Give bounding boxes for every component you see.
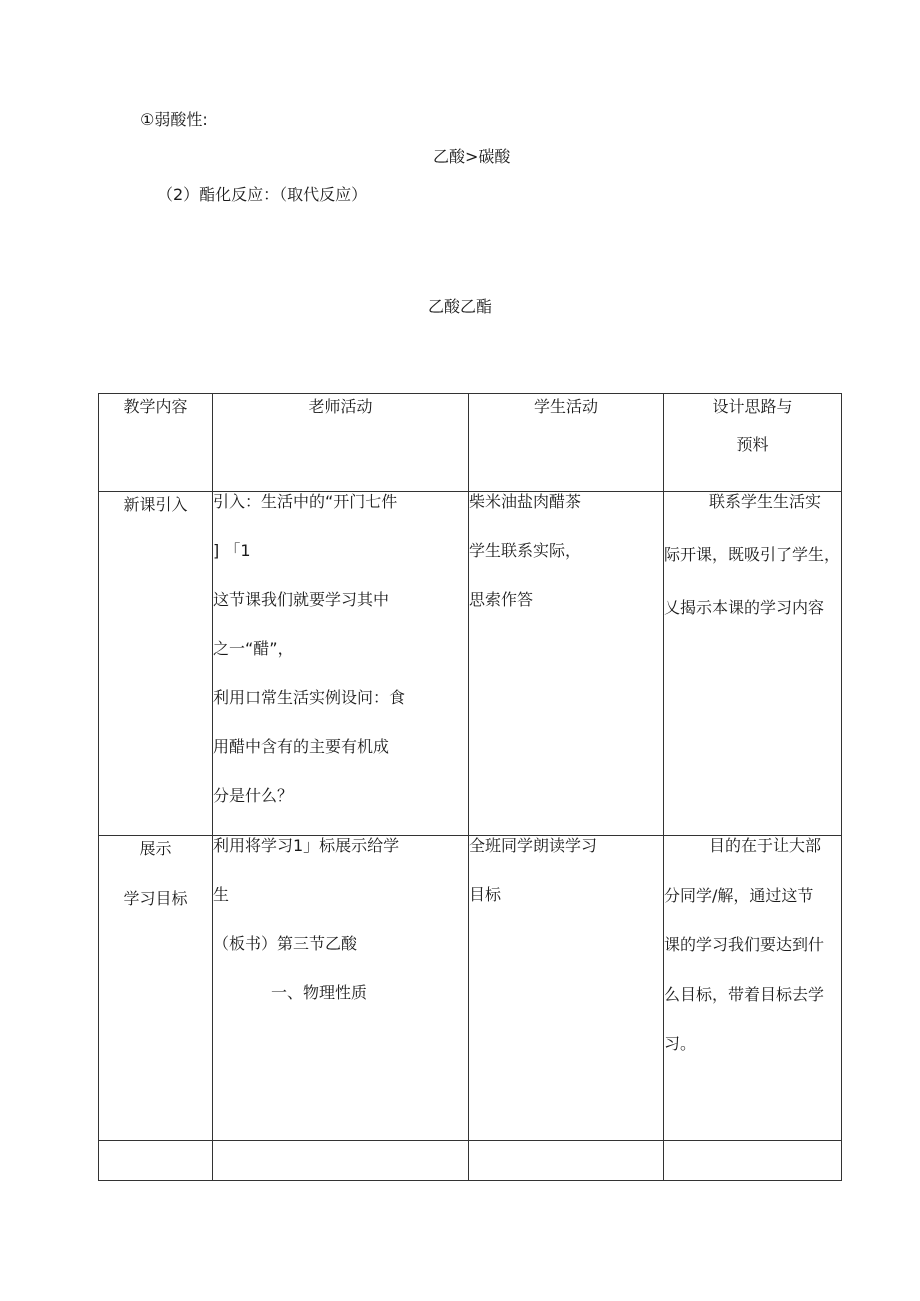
table-row [99,836,842,1141]
section-title: 乙酸乙酯 [427,297,492,316]
esterification-heading: （2）酯化反应：（取代反应） [157,185,368,204]
row1-teacher-line: 利用口常生活实例设问：食 [213,688,406,707]
row2-student-line: 全班同学朗读学习 [469,836,598,855]
weak-acidity-heading: ①弱酸性: [140,110,208,129]
header-design-line1: 设计思路与 [712,397,793,416]
row1-student-cell [469,492,664,836]
empty-cell [213,1141,469,1181]
row1-design-line: 乂揭示本课的学习内容 [664,598,825,617]
row1-student-line: 思索作答 [469,590,534,609]
row2-teacher-line: （板书）第三节乙酸 [213,934,358,953]
row2-teacher-line: 生 [213,885,230,904]
row1-label-cell [99,492,213,836]
row2-design-cell [664,836,842,1141]
row1-label: 新课引入 [123,495,188,514]
row2-student-line: 目标 [469,885,502,904]
row1-teacher-line: 分是什么？ [213,786,294,805]
row2-design-line: 目的在于让大部 [709,836,822,855]
header-design-cell [664,394,842,492]
table-row-empty [99,1141,842,1181]
header-design-line2: 预料 [736,435,769,454]
row2-design-line: 习。 [664,1034,697,1053]
row1-student-line: 学生联系实际， [469,541,582,560]
row2-teacher-line: 一、物理性质 [271,983,368,1002]
row2-design-line: 分同学/解，通过这节 [664,885,814,905]
row1-teacher-line: ] 「1 [213,541,251,560]
header-content-cell [99,394,213,492]
header-teacher: 老师活动 [308,397,373,416]
row2-label-line1: 展示 [139,839,172,858]
header-teacher-cell [213,394,469,492]
row1-teacher-cell [213,492,469,836]
row1-design-cell [664,492,842,836]
row2-label-cell [99,836,213,1141]
row1-teacher-line: 这节课我们就要学习其中 [213,590,390,609]
lesson-plan-table [98,393,842,1181]
row1-design-line: 际开课，既吸引了学生， [664,545,841,564]
row1-teacher-line: 用醋中含有的主要有机成 [213,737,390,756]
row1-design-line: 联系学生生活实 [709,492,822,511]
row1-student-line: 柴米油盐肉醋茶 [469,492,582,511]
row2-design-line: 么目标，带着目标去学 [664,984,825,1004]
table-header-row [99,394,842,492]
empty-cell [469,1141,664,1181]
empty-cell [664,1141,842,1181]
table-row [99,492,842,836]
row2-design-line: 课的学习我们要达到什 [664,935,825,954]
row1-teacher-line: 引入：生活中的“开门七件 [213,492,398,511]
header-content: 教学内容 [123,397,188,416]
row2-label-line2: 学习目标 [123,889,188,908]
acidity-comparison: 乙酸>碳酸 [433,147,511,166]
header-student: 学生活动 [533,397,598,416]
row1-teacher-line: 之一“醋”， [213,639,294,658]
empty-cell [99,1141,213,1181]
row2-student-cell [469,836,664,1141]
row2-teacher-line: 利用将学习1」标展示给学 [213,836,400,855]
header-student-cell [469,394,664,492]
row2-teacher-cell [213,836,469,1141]
